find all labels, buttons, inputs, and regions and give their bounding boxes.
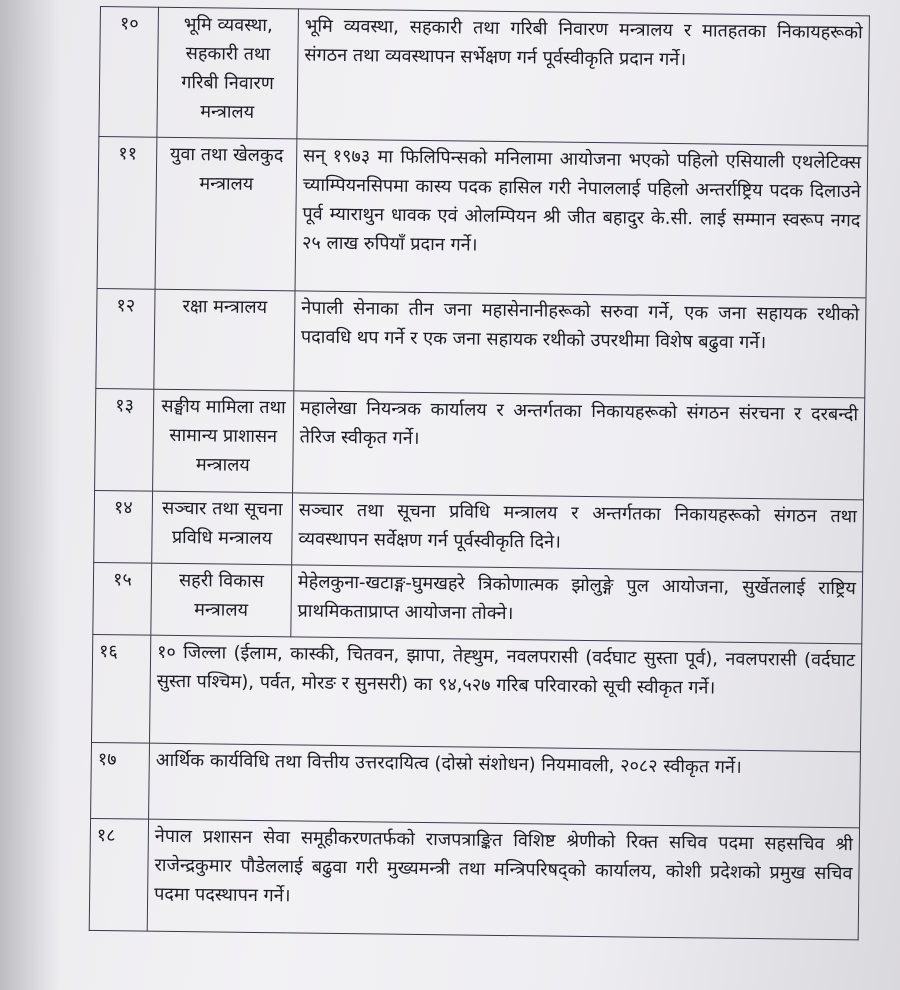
table-row	[92, 634, 862, 751]
table-row	[94, 490, 864, 571]
table-row	[95, 388, 865, 499]
decision-text: भूमि व्यवस्था, सहकारी तथा गरिबी निवारण मन्त्रालय र मातहतका निकायहरूको संगठन तथा व्यवस्थापन सर्भेक्षण गर्न पूर्वस्वीकृति प्रदान गर्ने।	[297, 9, 870, 146]
table-row	[99, 7, 870, 146]
row-number: १७	[91, 742, 150, 819]
decision-text: नेपाली सेनाका तीन जना महासेनानीहरूको सरुवा गर्ने, एक जना सहायक रथीको पदावधि थप गर्ने र एक जना सहायक रथीको उपरथीमा विशेष बढुवा गर्ने।	[294, 291, 866, 398]
decision-text: मेहेलकुना-खटाङ्ग-घुमखहरे त्रिकोणात्मक झोलुङ्गे पुल आयोजना, सुर्खेतलाई राष्ट्रिय प्राथमिकताप्राप्त आयोजना तोक्ने।	[291, 565, 863, 644]
row-number: १२	[96, 288, 155, 389]
cabinet-decisions-table	[89, 6, 870, 940]
table-row	[89, 818, 859, 939]
ministry-name: सहरी विकास मन्त्रालय	[151, 563, 292, 637]
ministry-name: रक्षा मन्त्रालय	[154, 289, 295, 391]
decision-text: सन् १९७३ मा फिलिपिन्सको मनिलामा आयोजना भएको पहिलो एसियाली एथलेटिक्स च्याम्पियनसिपमा कास्य पदक हासिल गरी नेपाललाई पहिलो अन्तर्राष्ट्रिय पदक दिलाउने पूर्व म्याराथुन धावक एवं ओलम्पियन श्री जीत बहादुर के.सी. लाई सम्मान स्वरूप नगद २५ लाख रुपियाँ प्रदान गर्ने।	[295, 139, 868, 298]
row-number: १८	[89, 818, 148, 931]
decision-text: महालेखा नियन्त्रक कार्यालय र अन्तर्गतका निकायहरूको संगठन संरचना र दरबन्दी तेरिज स्वीकृत गर्ने।	[293, 391, 865, 500]
row-number: १५	[93, 562, 152, 635]
table-row	[96, 288, 866, 397]
decision-text: सञ्चार तथा सूचना प्रविधि मन्त्रालय र अन्तर्गतका निकायहरूको संगठन तथा व्यवस्थापन सर्वेक्षण गर्न पूर्वस्वीकृति दिने।	[292, 493, 864, 572]
ministry-name: सञ्चार तथा सूचना प्रविधि मन्त्रालय	[152, 491, 293, 565]
ministry-name: युवा तथा खेलकुद मन्त्रालय	[155, 137, 297, 291]
decision-text: नेपाल प्रशासन सेवा समूहीकरणतर्फको राजपत्राङ्कित विशिष्ट श्रेणीको रिक्त सचिव पदमा सहसचिव श्री राजेन्द्रकुमार पौडेललाई बढुवा गरी मुख्यमन्त्री तथा मन्त्रिपरिषद्को कार्यालय, कोशी प्रदेशको प्रमुख सचिव पदमा पदस्थापन गर्ने।	[147, 819, 859, 940]
decision-text: १० जिल्ला (ईलाम, कास्की, चितवन, झापा, तेह्थुम, नवलपरासी (वर्दघाट सुस्ता पूर्व), नवलपरासी (वर्दघाट सुस्ता पश्चिम), पर्वत, मोरङ र सुनसरी) का ९४,५२७ गरिब परिवारको सूची स्वीकृत गर्ने।	[149, 635, 861, 752]
ministry-name: सङ्घीय मामिला तथा सामान्य प्राशासन मन्त्रालय	[153, 389, 294, 493]
paper-edge-shadow	[0, 0, 60, 990]
row-number: १६	[92, 634, 151, 743]
table-row	[93, 562, 863, 643]
row-number: ११	[97, 136, 157, 289]
row-number: १३	[95, 388, 154, 491]
row-number: १४	[94, 490, 153, 563]
ministry-name: भूमि व्यवस्था, सहकारी तथा गरिबी निवारण मन्त्रालय	[157, 7, 299, 139]
table-row	[97, 136, 868, 297]
decision-text: आर्थिक कार्यविधि तथा वित्तीय उत्तरदायित्व (दोस्रो संशोधन) नियमावली, २०८२ स्वीकृत गर्ने।	[149, 743, 861, 828]
table-row	[91, 742, 861, 827]
row-number: १०	[99, 7, 159, 138]
